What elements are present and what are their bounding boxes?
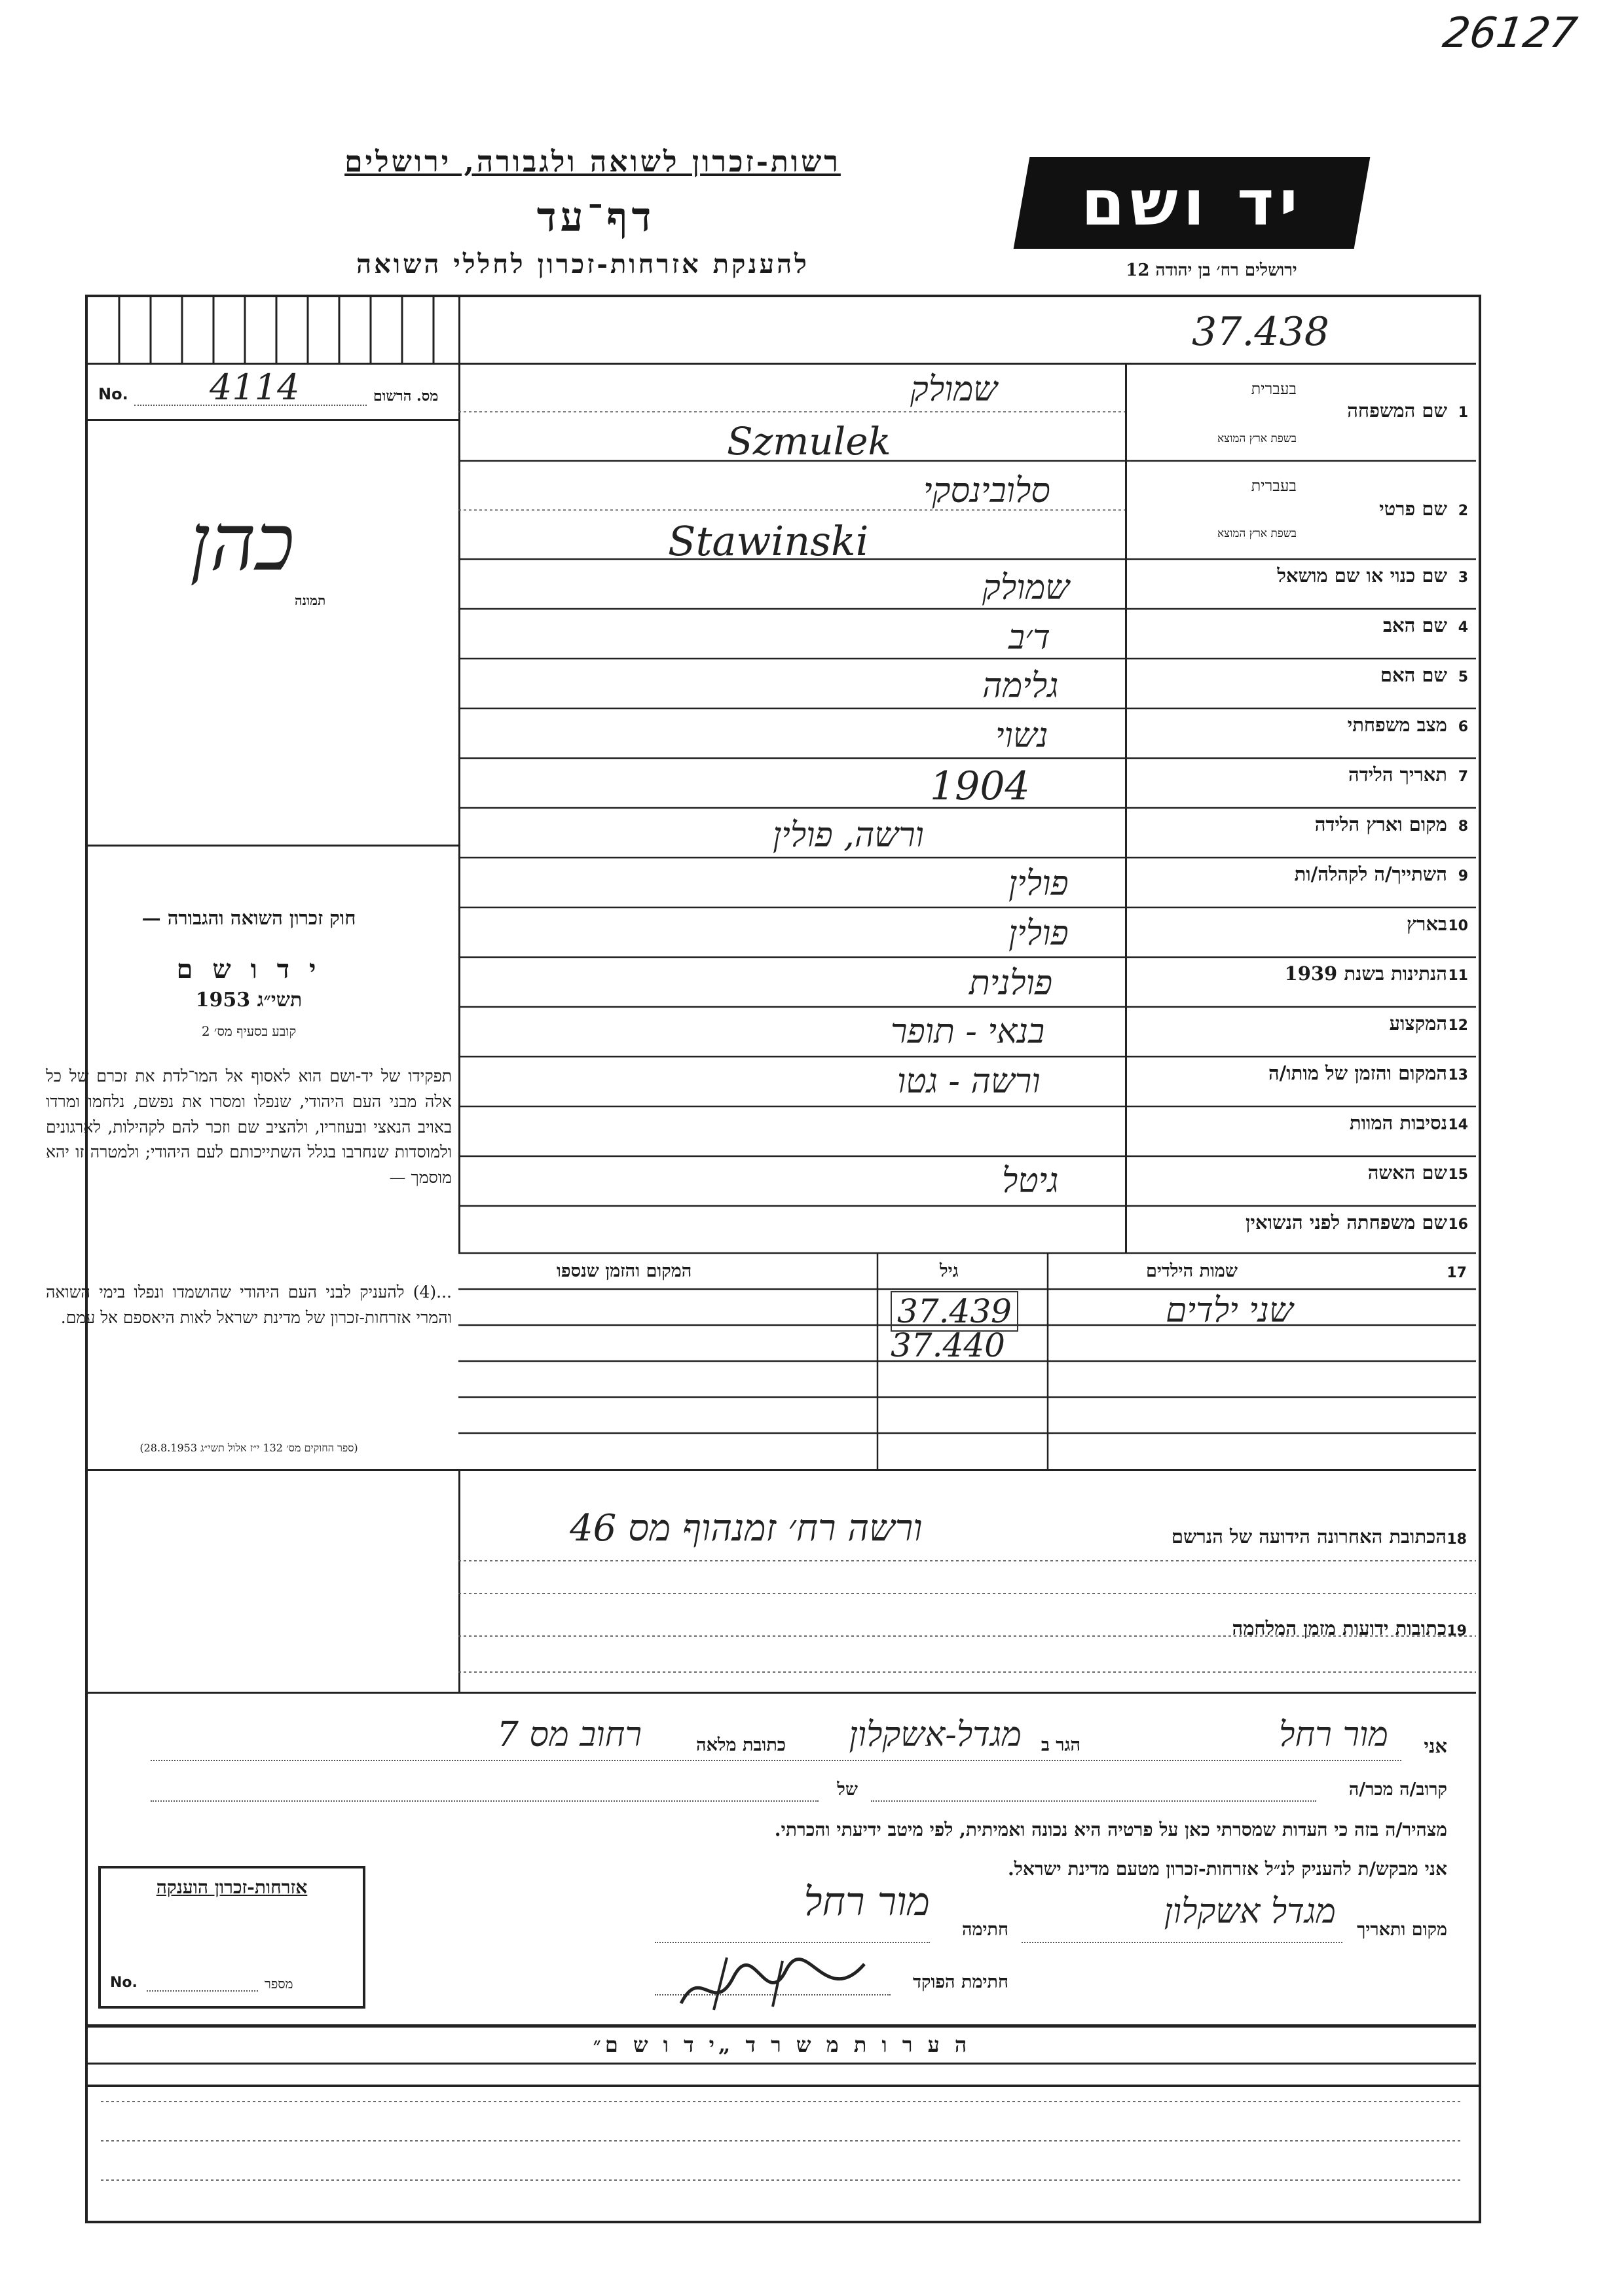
field-16-label: שם משפחתה לפני הנשואין [1246,1211,1447,1233]
field-6-value: נשוי [995,716,1048,756]
field-6-num: 6 [1458,719,1468,735]
field-3-value: שמולק [982,568,1070,608]
children-row-1-name: שני ילדים [1166,1291,1293,1330]
field-14-num: 14 [1448,1117,1468,1133]
field-10-num: 10 [1448,918,1468,934]
field-2-value-orig: Stawinski [668,517,869,565]
residing-label: הגר ב [1041,1735,1080,1755]
office-notes-title: ה ע ר ו ת מ ש ר ד „י ד ו ש ם״ [593,2032,971,2057]
document-number: 26127 [1440,9,1581,58]
law-year: תשי״ג 1953 [195,989,303,1011]
photo-handwriting: כהן [190,498,295,589]
field-13-label: המקום והזמן של מותו/ה [1268,1062,1447,1084]
code-boxes [88,297,460,363]
field-11-label: הנתינות בשנת 1939 [1284,962,1447,985]
field-6-label: מצב משפחתי [1347,714,1447,736]
field-7-num: 7 [1458,769,1468,785]
children-col-age: גיל [940,1261,959,1281]
field-8-num: 8 [1458,818,1468,835]
request-text: אני מבקש/ת להעניק לנ״ל אזרחות-זכרון מטעם מדינת ישראל. [1008,1858,1447,1880]
photo-label: תמונה [295,592,326,608]
code-box-ticks [88,297,458,363]
field-8-value: ורשה, פולין [773,816,924,855]
field-1-num: 1 [1458,405,1468,421]
children-row-2-age: 37.440 [891,1326,1005,1364]
residing-value: מגדל-אשקלון [849,1715,1022,1755]
children-num: 17 [1447,1265,1467,1281]
field-1-label: שם המשפחה [1347,399,1447,422]
field-2-label: שם פרטי [1379,498,1447,520]
field-12-num: 12 [1448,1017,1468,1034]
children-row-1-age: 37.439 [891,1291,1018,1332]
children-col-names: שמות הילדים [1146,1261,1238,1281]
official-label: חתימת הפוקד [913,1972,1008,1992]
field-7-label: תאריך הלידה [1348,763,1447,786]
address-row-rules [458,1469,1476,1692]
declarant-name: מור רחל [1279,1715,1388,1755]
field-11-value: פולנית [969,964,1053,1003]
last-address-num: 18 [1447,1531,1467,1548]
field-3-num: 3 [1458,570,1468,586]
official-signature-scribble [674,1951,871,2023]
wartime-addresses-label: כתובות ידועות מזמן המלחמה [1232,1617,1447,1639]
field-10-value: פולין [1008,914,1069,953]
field-7-value: 1904 [930,763,1030,809]
of-label: של [837,1779,858,1800]
top-number: 37.438 [1192,309,1329,355]
citizenship-title: אזרחות-זכרון הוענקה [156,1876,308,1898]
law-paragraph-2: ...(4) להעניק לבני העם היהודי שהושמדו ונפלו בימי השואה והמרי אזרחות-זכרון של מדינת ישראל לאות היאספם אל עמם. [46,1283,452,1327]
law-paragraph-1: תפקידו של יד-ושם הוא לאסוף אל המו־לדת את זכרם של כל אלה מבני העם היהודי, שנפלו ומסרו את נפשם, נלחמו ומרדו באויב הנאצי ובעוזריו, ולהציב שם וזכר להם לקהילות, לארגונים ולמוסדות שנחרבו בגלל השתייכותם לעם היהודי; ולמטרה זו יהא מוסמך — [46,1066,452,1187]
field-3-label: שם כנוי או שם מושאל [1277,564,1447,587]
citizenship-no-label: No. [110,1975,138,1991]
wartime-addresses-num: 19 [1447,1623,1467,1639]
statement-text: מצהיר/ה בזה כי העדות שמסרתי כאן על פרטיה היא נכונה ואמיתית, לפי מיטב ידיעתי והכרתי. [774,1819,1447,1840]
field-11-num: 11 [1448,968,1468,984]
address-value: רחוב מס 7 [496,1715,642,1755]
place-date-label: מקום ותאריך [1357,1920,1447,1940]
address-rows [458,1469,1476,1692]
form-subtitle: להענקת אזרחות-זכרון לחללי השואה [356,249,809,280]
field-9-label: השתייך/ה לקהלה/ות [1294,863,1447,885]
declaration-ani: אני [1424,1735,1447,1757]
field-2-sub-orig: בשפת ארץ המוצא [1217,527,1297,540]
relative-label: קרוב/ה מכר/ה [1348,1779,1447,1800]
last-address-label: הכתובת האחרונה הידועה של הנרשם [1171,1525,1447,1548]
yad-vashem-logo: יד ושם [1014,157,1371,249]
field-1-sub-orig: בשפת ארץ המוצא [1217,432,1297,445]
signature-label: חתימה [961,1920,1008,1940]
field-5-label: שם האם [1380,664,1447,686]
declarant-line [151,1760,1401,1761]
field-1-value-orig: Szmulek [727,419,891,464]
field-1-value-he: שמולק [910,370,998,409]
registration-rule [88,419,458,421]
field-5-value: גלימה [982,666,1059,706]
children-table [458,1253,1476,1469]
of-line [151,1800,819,1802]
signature-value: מור רחל [803,1879,930,1925]
relative-line [871,1800,1316,1802]
notes-frame [85,2024,1481,2223]
field-2-num: 2 [1458,503,1468,519]
field-9-num: 9 [1458,868,1468,884]
last-address-value: ורשה רח׳ זמנהוף מס 46 [570,1507,923,1550]
authority-title: רשות-זכרון לשואה ולגבורה, ירושלים [344,145,841,179]
field-4-label: שם האב [1382,614,1447,636]
law-title: חוק זכרון השואה והגבורה — [141,907,356,929]
citizenship-number-line [147,1990,258,1992]
field-5-num: 5 [1458,669,1468,685]
signature-line [655,1942,930,1943]
field-12-label: המקצוע [1389,1012,1447,1034]
field-13-num: 13 [1448,1067,1468,1084]
place-date-value: מגדל אשקלון [1164,1892,1336,1931]
registration-value: 4114 [210,367,300,408]
registration-label: מס. הרשום [373,388,439,405]
field-12-value: בנאי - תופר [891,1012,1045,1051]
children-col-place: המקום והזמן שנספו [557,1261,692,1281]
law-name: י ד ו ש ם [176,954,322,985]
law-source: (ספר החוקים מס׳ 132 י״ז אלול תשי״ג 28.8.1953) [139,1442,358,1454]
address-label: כתובת מלאה [696,1735,786,1755]
declaration-top-rule [88,1692,1476,1694]
address-line: ירושלים רח׳ בן יהודה 12 [1126,261,1297,280]
field-13-value: ורשה - גטו [897,1062,1041,1101]
field-4-value: ד׳ב [1008,618,1050,657]
field-8-label: מקום וארץ הלידה [1314,813,1447,835]
photo-rule [88,845,458,847]
law-clause: קובע בסעיף מס׳ 2 [201,1023,297,1039]
field-2-value-he: סלובינסקי [923,471,1050,511]
citizenship-box [98,1866,365,2009]
field-15-num: 15 [1448,1167,1468,1183]
field-1-sub-he: בעברית [1251,380,1297,398]
registration-no-label: No. [98,385,128,403]
field-15-label: שם האשה [1367,1161,1447,1184]
field-10-label: בארץ [1407,913,1447,935]
field-4-num: 4 [1458,619,1468,636]
field-9-value: פולין [1008,864,1069,903]
place-date-line [1022,1942,1342,1943]
citizenship-number-label: מספר [265,1976,293,1992]
field-14-label: נסיבות המוות [1349,1112,1447,1134]
form-title: דף־עד [536,193,655,241]
field-2-sub-he: בעברית [1251,477,1297,495]
field-16-num: 16 [1448,1216,1468,1233]
field-15-value: גיטל [1002,1161,1059,1201]
